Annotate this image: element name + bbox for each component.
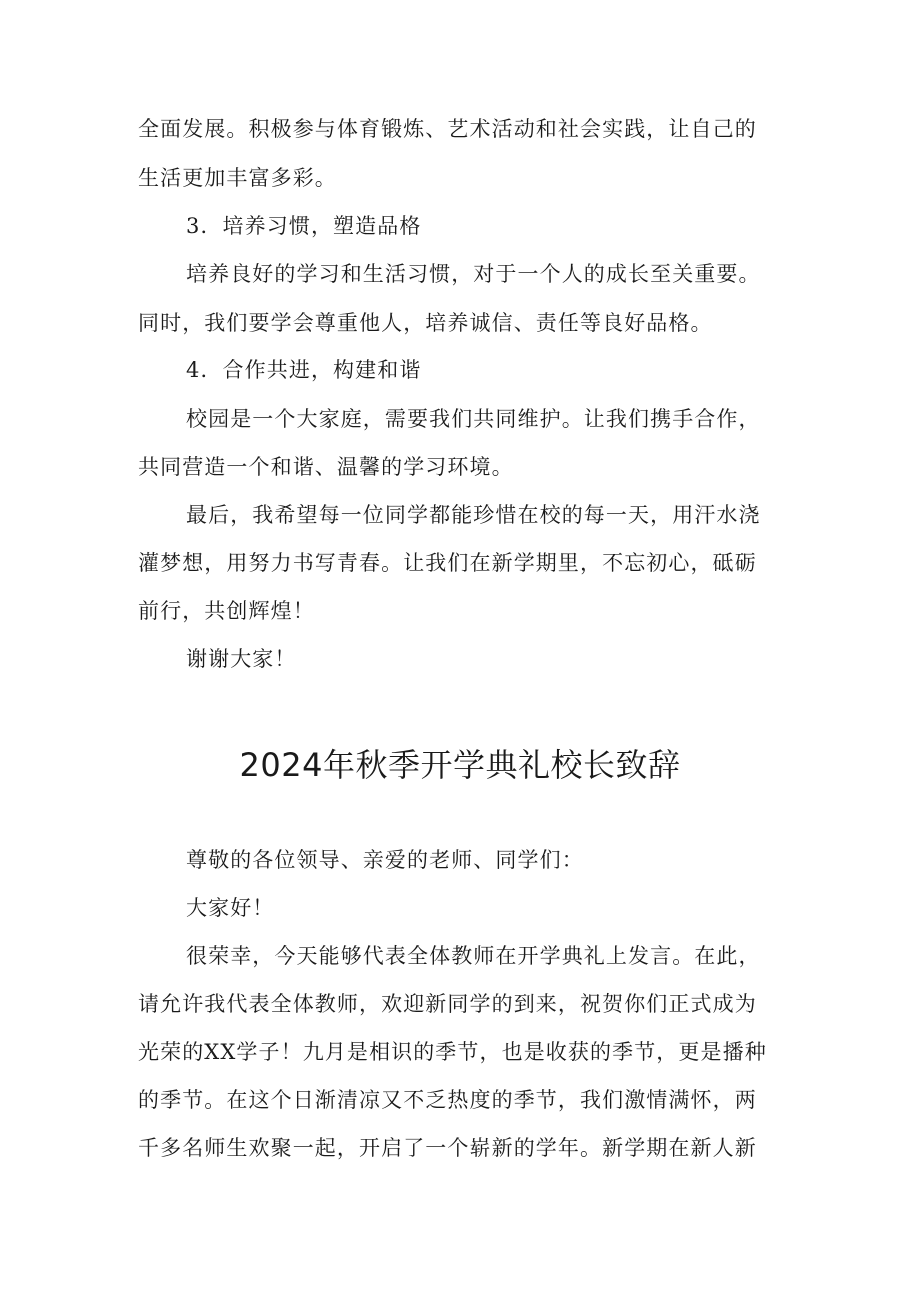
subheading-cooperation: 4．合作共进，构建和谐 xyxy=(186,358,422,382)
greeting: 大家好！ xyxy=(186,896,275,920)
paragraph-line: 前行，共创辉煌！ xyxy=(138,599,315,623)
paragraph-line: 请允许我代表全体教师，欢迎新同学的到来，祝贺你们正式成为 xyxy=(138,992,757,1016)
paragraph-line: 共同营造一个和谐、温馨的学习环境。 xyxy=(138,455,514,479)
paragraph-line: 全面发展。积极参与体育锻炼、艺术活动和社会实践，让自己的 xyxy=(138,117,757,141)
closing-thanks: 谢谢大家！ xyxy=(186,647,297,671)
paragraph-line: 生活更加丰富多彩。 xyxy=(138,166,337,190)
page-title: 2024年秋季开学典礼校长致辞 xyxy=(239,746,681,784)
paragraph-line: 同时，我们要学会尊重他人，培养诚信、责任等良好品格。 xyxy=(138,311,713,335)
subheading-habits: 3．培养习惯，塑造品格 xyxy=(186,214,422,238)
paragraph-line: 最后，我希望每一位同学都能珍惜在校的每一天，用汗水浇 xyxy=(186,503,761,527)
paragraph-line: 校园是一个大家庭，需要我们共同维护。让我们携手合作， xyxy=(186,407,761,431)
paragraph-line: 灌梦想，用努力书写青春。让我们在新学期里，不忘初心，砥砺 xyxy=(138,551,757,575)
paragraph-line: 很荣幸，今天能够代表全体教师在开学典礼上发言。在此， xyxy=(186,944,761,968)
paragraph-line: 的季节。在这个日渐清凉又不乏热度的季节，我们激情满怀，两 xyxy=(138,1088,757,1112)
paragraph-line: 培养良好的学习和生活习惯，对于一个人的成长至关重要。 xyxy=(186,262,761,286)
paragraph-line: 光荣的XX学子！九月是相识的季节，也是收获的季节，更是播种 xyxy=(138,1040,767,1064)
salutation: 尊敬的各位领导、亲爱的老师、同学们： xyxy=(186,848,584,872)
paragraph-line: 千多名师生欢聚一起，开启了一个崭新的学年。新学期在新人新 xyxy=(138,1136,757,1160)
